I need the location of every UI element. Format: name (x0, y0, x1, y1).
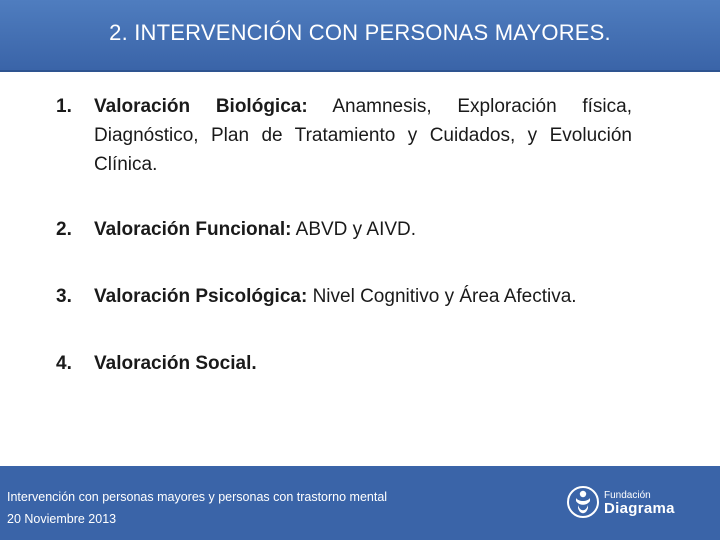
slide-title: 2. INTERVENCIÓN CON PERSONAS MAYORES. (109, 20, 611, 45)
footer-date: 20 Noviembre 2013 (7, 512, 117, 526)
item-text (94, 349, 632, 378)
title-bar (0, 0, 720, 72)
logo-line2: Diagrama (604, 500, 675, 517)
item-heading: Valoración Social. (94, 353, 257, 374)
item-text (94, 92, 632, 179)
list-item (56, 215, 632, 244)
logo-line1: Fundación (604, 490, 651, 501)
slide-content (56, 92, 632, 378)
item-text (94, 282, 632, 311)
item-heading: Valoración Psicológica: (94, 286, 308, 307)
item-heading: Valoración Biológica: (94, 96, 308, 117)
item-number: 3. (56, 286, 72, 307)
list-item (56, 282, 632, 311)
item-description: ABVD y AIVD. (295, 219, 417, 240)
item-number: 2. (56, 219, 72, 240)
footer-title: Intervención con personas mayores y personas con trastorno mental (7, 490, 388, 504)
item-number: 1. (56, 96, 72, 117)
item-description: Nivel Cognitivo y Área Afectiva. (312, 286, 577, 307)
list-item (56, 349, 632, 378)
footer (0, 466, 720, 540)
item-text (94, 215, 632, 244)
logo-icon (566, 485, 600, 519)
item-description: Anamnesis, Exploración física, Diagnóstico, Plan de Tratamiento y Cuidados, y Evolución Clínica. (94, 96, 632, 175)
footer-text (7, 486, 387, 530)
logo-wordmark (604, 489, 675, 515)
list-item (56, 92, 632, 179)
item-heading: Valoración Funcional: (94, 219, 292, 240)
item-number: 4. (56, 353, 72, 374)
fundacion-diagrama-logo (566, 477, 706, 527)
